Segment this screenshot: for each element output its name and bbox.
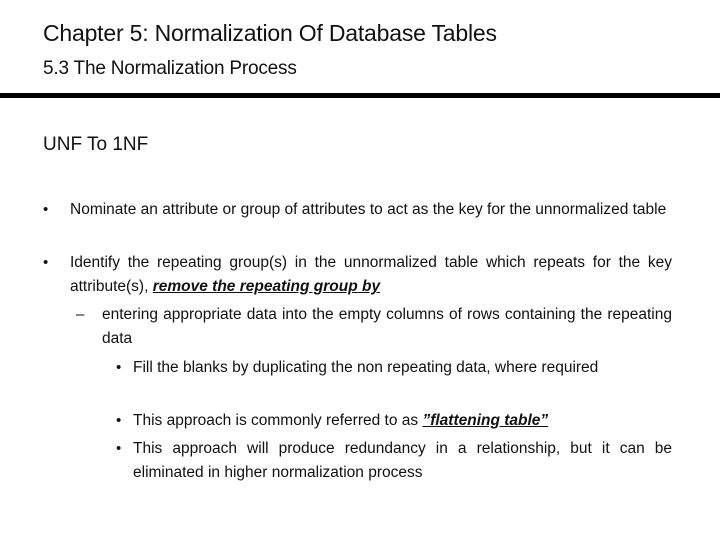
sub-sub-bullet-marker: • [116,359,122,376]
section-heading: UNF To 1NF [43,134,149,155]
bullet-item-identify-repeating-group [70,251,672,299]
page-title: Chapter 5: Normalization Of Database Tables [43,20,497,46]
sub-bullet-marker: – [76,306,85,323]
sub-sub-bullet-item-fill-blanks: Fill the blanks by duplicating the non repeating data, where required [133,359,599,376]
page-subtitle: 5.3 The Normalization Process [43,58,297,79]
sub-sub-bullet-item-redundancy: This approach will produce redundancy in a relationship, but it can be eliminated in higher normalization process [133,440,672,481]
bullet-marker: • [43,254,49,271]
sub-sub-bullet-marker: • [116,440,122,457]
bullet-item-text: Identify the repeating group(s) in the unnormalized table which repeats for the key attribute(s), [70,254,672,295]
bullet-item-nominate-key: Nominate an attribute or group of attributes to act as the key for the unnormalized table [70,201,667,218]
emphasized-phrase: remove the repeating group by [152,278,381,295]
sub-bullet-item-entering-data: entering appropriate data into the empty columns of rows containing the repeating data [102,306,672,347]
bullet-marker: • [43,201,49,218]
sub-sub-bullet-item-flattening [133,409,672,433]
sub-sub-bullet-marker: • [116,412,122,429]
emphasized-phrase: ”flattening table” [422,412,549,429]
bullet-item-text: This approach is commonly referred to as [133,412,423,429]
